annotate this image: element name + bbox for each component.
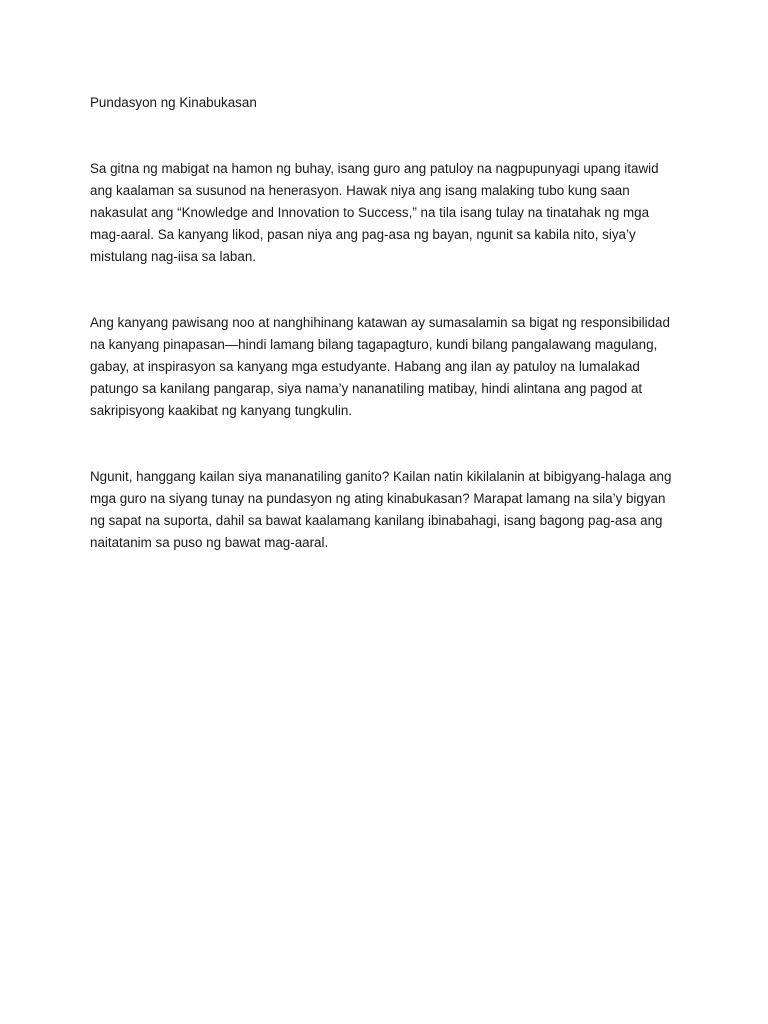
document-title: Pundasyon ng Kinabukasan — [90, 95, 257, 110]
paragraph-3: Ngunit, hanggang kailan siya mananatiling ganito? Kailan natin kikilalanin at bibigyang-halaga ang mga guro na siyang tunay na pundasyon ng ating kinabukasan? Marapat lamang na sila’y bigyan ng sapat na suporta, dahil sa bawat kaalamang kanilang ibinabahagi, isang bagong pag-asa ang naitatanim sa puso ng bawat mag-aaral. — [90, 469, 672, 550]
paragraph-2: Ang kanyang pawisang noo at nanghihinang katawan ay sumasalamin sa bigat ng responsibilidad na kanyang pinapasan—hindi lamang bilang tagapagturo, kundi bilang pangalawang magulang, gabay, at inspirasyon sa kanyang mga estudyante. Habang ang ilan ay patuloy na lumalakad patungo sa kanilang pangarap, siya nama’y nananatiling matibay, hindi alintana ang pagod at sakripisyong kaakibat ng kanyang tungkulin. — [90, 315, 670, 418]
paragraph-1: Sa gitna ng mabigat na hamon ng buhay, isang guro ang patuloy na nagpupunyagi upang itawid ang kaalaman sa susunod na henerasyon. Hawak niya ang isang malaking tubo kung saan nakasulat ang “Knowledge and Innovation to Success,” na tila isang tulay na tinatahak ng mga mag-aaral. Sa kanyang likod, pasan niya ang pag-asa ng bayan, ngunit sa kabila nito, siya’y mistulang nag-iisa sa laban. — [90, 161, 659, 264]
document-body — [90, 92, 680, 598]
